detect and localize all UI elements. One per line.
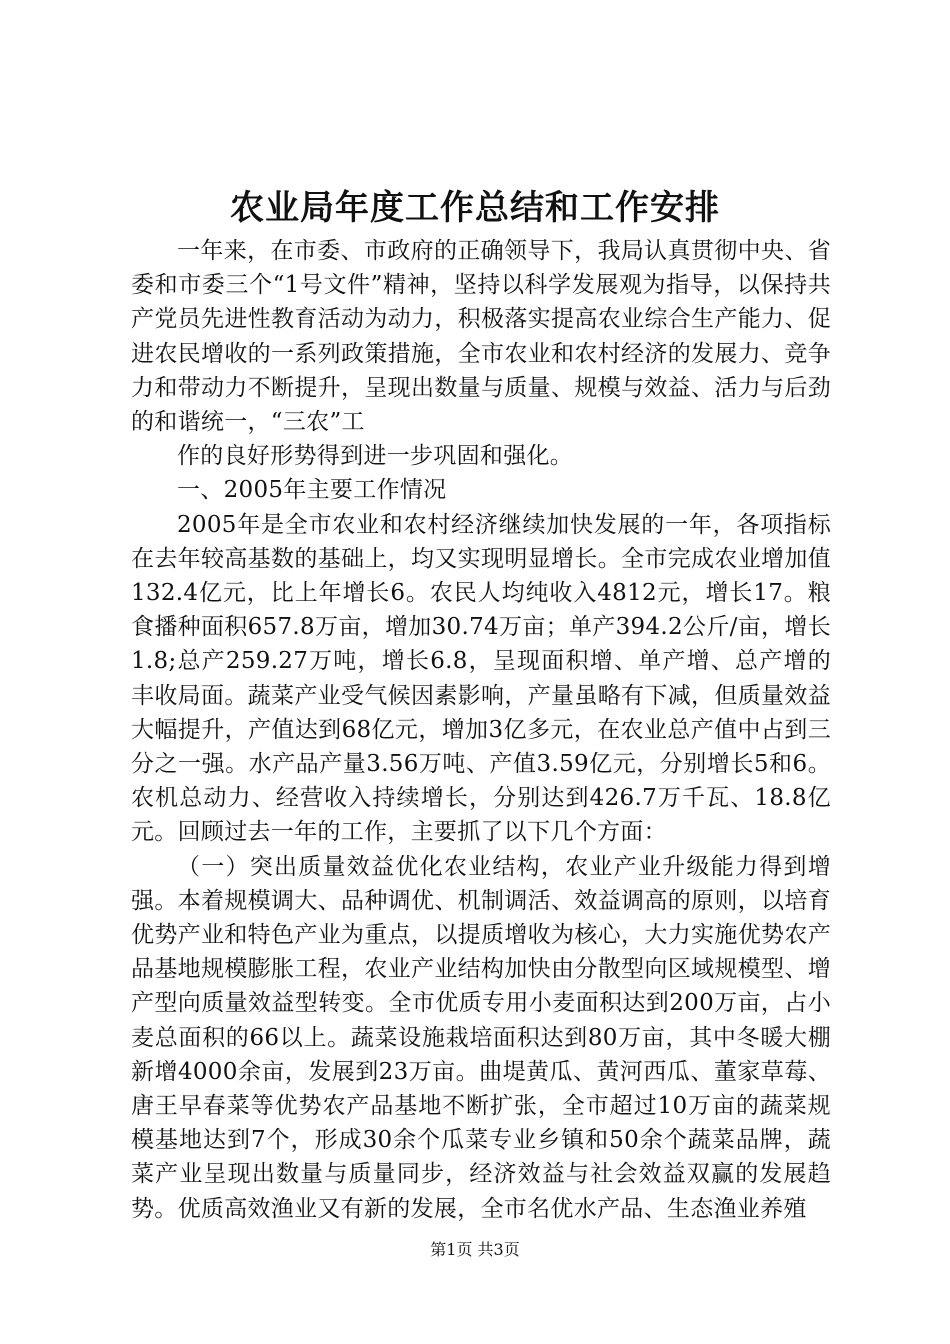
document-title: 农业局年度工作总结和工作安排	[230, 188, 720, 228]
subsection-paragraph: （一）突出质量效益优化农业结构，农业产业升级能力得到增强。本着规模调大、品种调优、机制调活、效益调高的原则，以培育优势产业和特色产业为重点，以提质增收为核心，大力实施优势农产品基地规模膨胀工程，农业产业结构加快由分散型向区域规模型、增产型向质量效益型转变。全市优质专用小麦面积达到200万亩，占小麦总面积的66以上。蔬菜设施栽培面积达到80万亩，其中冬暖大棚新增4000余亩，发展到23万亩。曲堤黄瓜、黄河西瓜、董家草莓、唐王早春菜等优势农产品基地不断扩张，全市超过10万亩的蔬菜规模基地达到7个，形成30余个瓜菜专业乡镇和50余个蔬菜品牌，蔬菜产业呈现出数量与质量同步，经济效益与社会效益双赢的发展趋势。优质高效渔业又有新的发展，全市名优水产品、生态渔业养殖	[131, 853, 831, 1222]
intro-paragraph-continued: 作的良好形势得到进一步巩固和强化。	[177, 443, 574, 470]
document-body	[131, 234, 831, 1226]
intro-paragraph: 一年来，在市委、市政府的正确领导下，我局认真贯彻中央、省委和市委三个“1号文件”精神，坚持以科学发展观为指导，以保持共产党员先进性教育活动为动力，积极落实提高农业综合生产能力、促进农民增收的一系列政策措施，全市农业和农村经济的发展力、竞争力和带动力不断提升，呈现出数量与质量、规模与效益、活力与后劲的和谐统一，“三农”工	[131, 238, 831, 436]
summary-paragraph: 2005年是全市农业和农村经济继续加快发展的一年，各项指标在去年较高基数的基础上，均又实现明显增长。全市完成农业增加值132.4亿元，比上年增长6。农民人均纯收入4812元，增长17。粮食播种面积657.8万亩，增加30.74万亩；单产394.2公斤/亩，增长1.8;总产259.27万吨，增长6.8，呈现面积增、单产增、总产增的丰收局面。蔬菜产业受气候因素影响，产量虽略有下减，但质量效益大幅提升，产值达到68亿元，增加3亿多元，在农业总产值中占到三分之一强。水产品产量3.56万吨、产值3.59亿元，分别增长5和6。农机总动力、经营收入持续增长，分别达到426.7万千瓦、18.8亿元。回顾过去一年的工作，主要抓了以下几个方面：	[131, 511, 831, 846]
page-footer: 第1页 共3页	[430, 1240, 520, 1259]
section-heading: 一、2005年主要工作情况	[177, 477, 447, 504]
